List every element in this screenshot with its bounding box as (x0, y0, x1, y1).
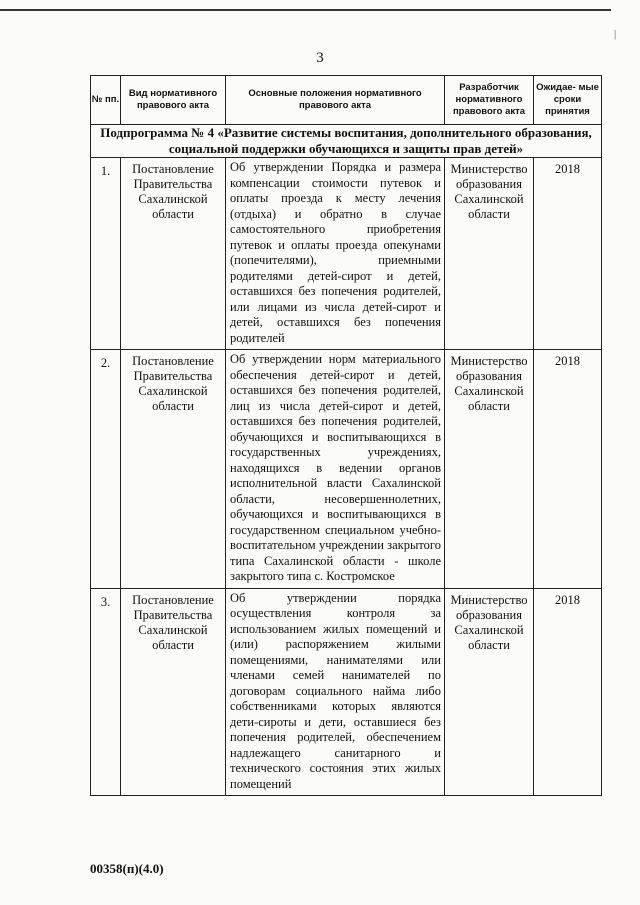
header-term: Ожидае- мые сроки принятия (534, 76, 602, 125)
table-header-row (91, 76, 602, 125)
row-provisions: Об утверждении норм материального обеспечения детей-сирот и детей, оставшихся без попечения родителей, лиц из числа детей-сирот и детей, оставшихся без попечения родителей, обучающихся и воспитывающихся в государственных учреждениях, находящихся в ведении органов исполнительной власти Сахалинской области, несовершеннолетних, обучающихся и воспитывающихся в государственном специальном учебно-воспитательном учреждении закрытого типа Сахалинской области - школе закрытого типа с. Костромское (226, 350, 445, 589)
document-code: 00358(п)(4.0) (90, 861, 164, 876)
header-provisions: Основные положения нормативного правового акта (226, 76, 445, 125)
row-act-type: Постановление Правительства Сахалинской области (121, 588, 226, 796)
normative-acts-table (90, 75, 602, 796)
row-act-type: Постановление Правительства Сахалинской области (121, 350, 226, 589)
row-number: 3. (91, 588, 121, 796)
row-term: 2018 (534, 158, 602, 350)
row-act-type: Постановление Правительства Сахалинской области (121, 158, 226, 350)
table-row (91, 588, 602, 796)
row-developer: Министерство образования Сахалинской области (445, 158, 534, 350)
table-row (91, 350, 602, 589)
table-row (91, 158, 602, 350)
top-border-line (0, 9, 611, 11)
row-number: 2. (91, 350, 121, 589)
header-developer: Разработчик нормативного правового акта (445, 76, 534, 125)
page-number: 3 (316, 50, 324, 66)
row-provisions: Об утверждении порядка осуществления контроля за использованием жилых помещений и (или) распоряжением жилыми помещениями, нанимателями или членами семей нанимателей по договорам социального найма либо собственниками которых являются дети-сироты и дети, оставшиеся без попечения родителей, обеспечением надлежащего санитарного и технического состояния этих жилых помещений (226, 588, 445, 796)
section-title: Подпрограмма № 4 «Развитие системы воспитания, дополнительного образования, социальной поддержки обучающихся и защиты прав детей» (91, 125, 602, 158)
header-num: № пп. (91, 76, 121, 125)
row-number: 1. (91, 158, 121, 350)
row-developer: Министерство образования Сахалинской области (445, 588, 534, 796)
row-term: 2018 (534, 588, 602, 796)
edge-mark: | (614, 28, 617, 40)
section-row (91, 125, 602, 158)
row-provisions: Об утверждении Порядка и размера компенсации стоимости путевок и оплаты проезда к месту лечения (отдыха) и обратно в случае самостоятельного приобретения путевок и оплаты проезда опекунами (попечителями), приемными родителями детей-сирот и детей, оставшихся без попечения родителей, или лицами из числа детей-сирот и детей, оставшихся без попечения родителей (226, 158, 445, 350)
header-act-type: Вид нормативного правового акта (121, 76, 226, 125)
row-developer: Министерство образования Сахалинской области (445, 350, 534, 589)
row-term: 2018 (534, 350, 602, 589)
